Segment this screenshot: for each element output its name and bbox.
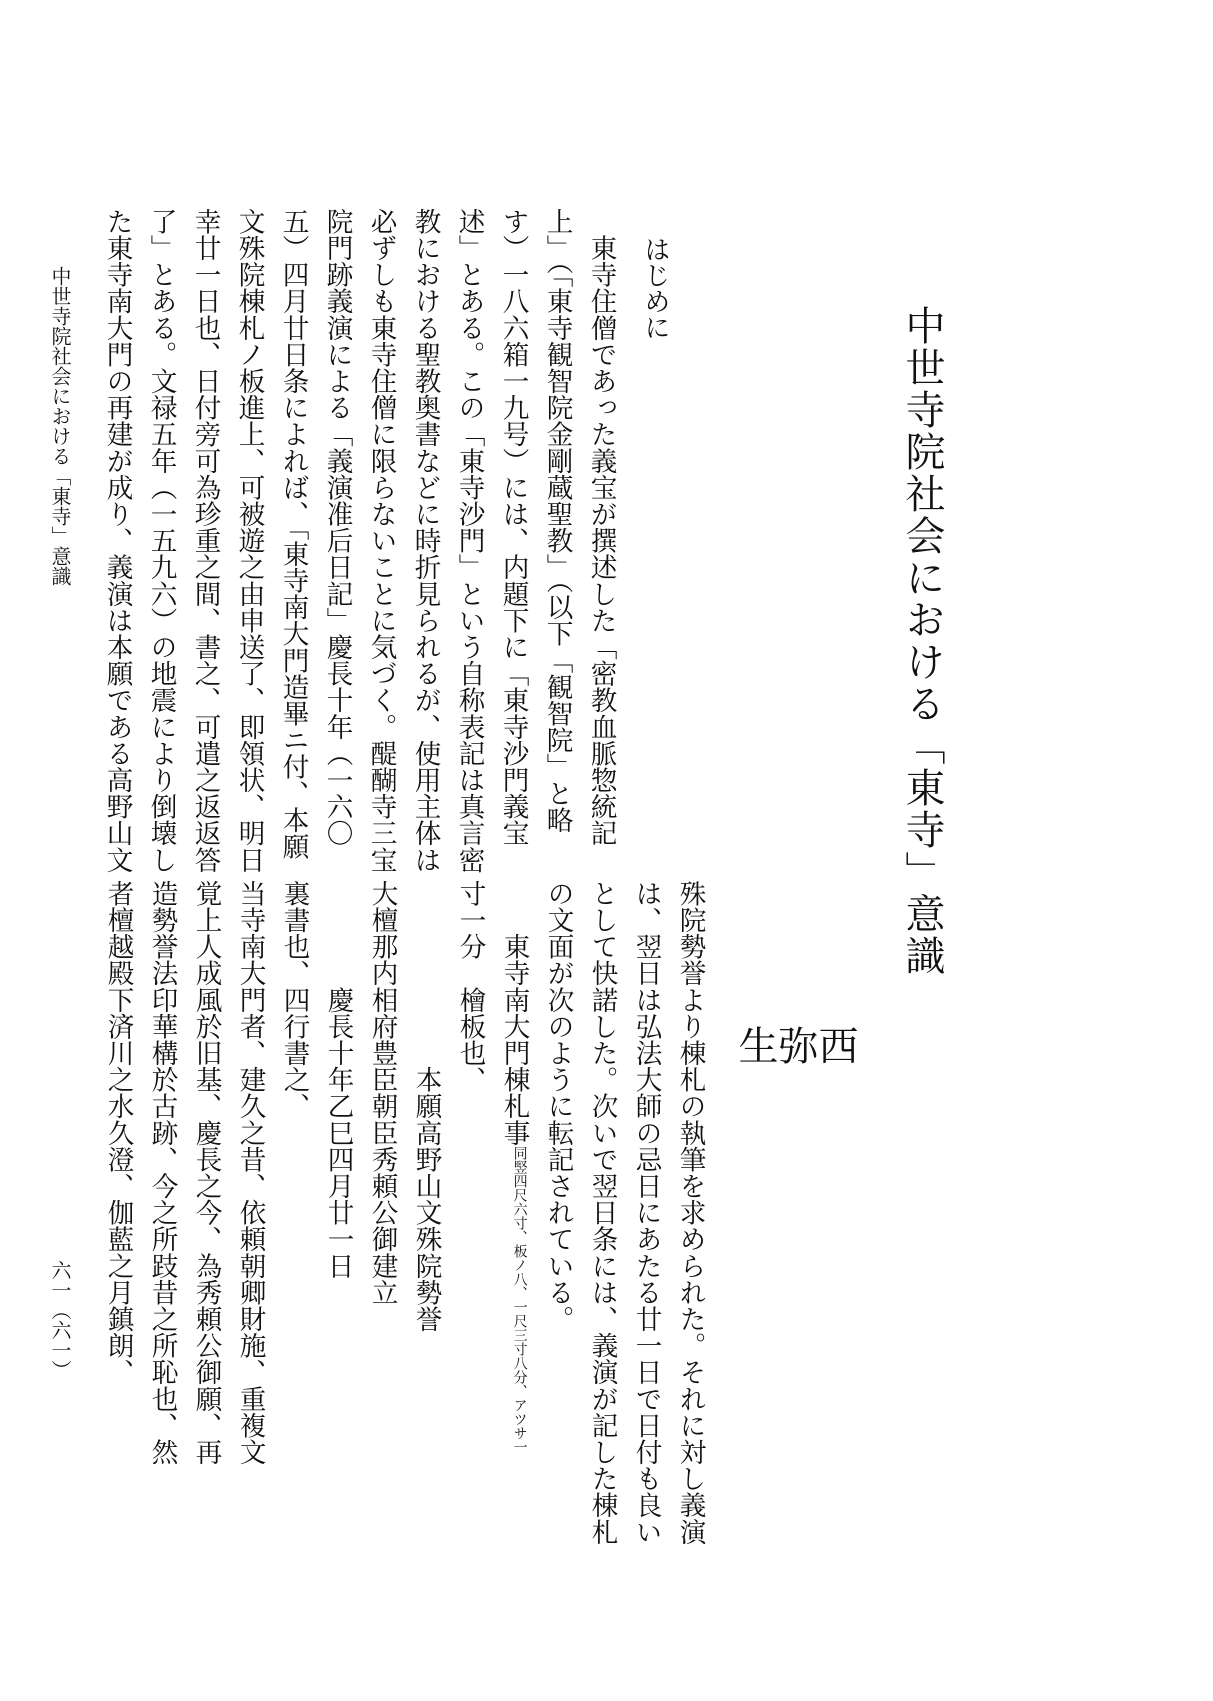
lower-line-8: 大檀那内相府豊臣朝臣秀頼公御建立 xyxy=(366,880,398,1306)
lower-line-13: 造勢誉法印華構於古跡、今之所跂昔之所恥也、然 xyxy=(146,880,178,1466)
author-char-3: 生 xyxy=(732,1025,778,1067)
upper-line-12: た東寺南大門の再建が成り、義演は本願である高野山文 xyxy=(101,208,133,873)
upper-line-5: 教における聖教奥書などに時折見られるが、使用主体は xyxy=(409,208,441,873)
lower-line-10: 裏書也、四行書之、 xyxy=(278,880,310,1120)
section-heading: はじめに xyxy=(640,236,670,340)
lower-line-12: 覚上人成風於旧基、慶長之今、為秀頼公御願、再 xyxy=(190,880,222,1466)
upper-line-9: 文殊院棟札ノ板進上、可被遊之由申送了、即領状、明日 xyxy=(233,208,265,873)
lower-line-2: は、翌日は弘法大師の忌日にあたる廿一日で日付も良い xyxy=(630,880,662,1545)
upper-line-10: 幸廿一日也、日付旁可為珍重之間、書之、可遣之返返答 xyxy=(189,208,221,873)
upper-line-11: 了」とある。文禄五年（一五九六）の地震により倒壊し xyxy=(145,208,177,873)
lower-line-5-text: 東寺南大門棟札事 xyxy=(498,880,530,1146)
upper-line-7: 院門跡義演による「義演准后日記」慶長十年（一六〇 xyxy=(321,208,353,847)
upper-line-8: 五）四月廿日条によれば、「東寺南大門造畢ニ付、本願 xyxy=(277,208,309,860)
lower-line-7: 本願高野山文殊院勢誉 xyxy=(410,880,442,1333)
upper-line-4: 述」とある。この「東寺沙門」という自称表記は真言密 xyxy=(453,208,485,873)
lower-line-6: 寸一分 檜板也、 xyxy=(454,880,486,1093)
upper-line-1: 東寺住僧であった義宝が撰述した「密教血脈惣統記 xyxy=(585,208,617,847)
page-number: 六一（六一） xyxy=(48,1260,72,1380)
author-char-1: 西 xyxy=(812,1025,858,1067)
upper-line-6: 必ずしも東寺住僧に限らないことに気づく。醍醐寺三宝 xyxy=(365,208,397,873)
lower-line-3: として快諾した。次いで翌日条には、義演が記した棟札 xyxy=(586,880,618,1545)
warichu-right: 板ノ八、一尺三寸八分、アツサ一 xyxy=(511,1244,528,1454)
author-name xyxy=(732,1025,858,1159)
upper-line-3: す）一八六箱一九号）には、内題下に「東寺沙門義宝 xyxy=(497,208,529,847)
author-char-2: 弥 xyxy=(772,1025,818,1067)
upper-line-2: 上」（「東寺観智院金剛蔵聖教」（以下「観智院」と略 xyxy=(541,208,573,834)
lower-line-5 xyxy=(498,880,530,1454)
warichu-annotation xyxy=(513,1146,527,1454)
lower-line-4: の文面が次のように転記されている。 xyxy=(542,880,574,1333)
warichu-left: 同竪四尺六寸、 xyxy=(511,1146,528,1244)
running-footer: 中世寺院社会における「東寺」意識 xyxy=(48,266,72,586)
lower-line-11: 当寺南大門者、建久之昔、依頼朝卿財施、重複文 xyxy=(234,880,266,1466)
lower-line-9: 慶長十年乙巳四月廿一日 xyxy=(322,880,354,1279)
lower-line-14: 者檀越殿下済川之水久澄、伽藍之月鎮朗、 xyxy=(102,880,134,1386)
article-title: 中世寺院社会における「東寺」意識 xyxy=(899,305,945,977)
lower-line-1: 殊院勢誉より棟札の執筆を求められた。それに対し義演 xyxy=(674,880,706,1545)
